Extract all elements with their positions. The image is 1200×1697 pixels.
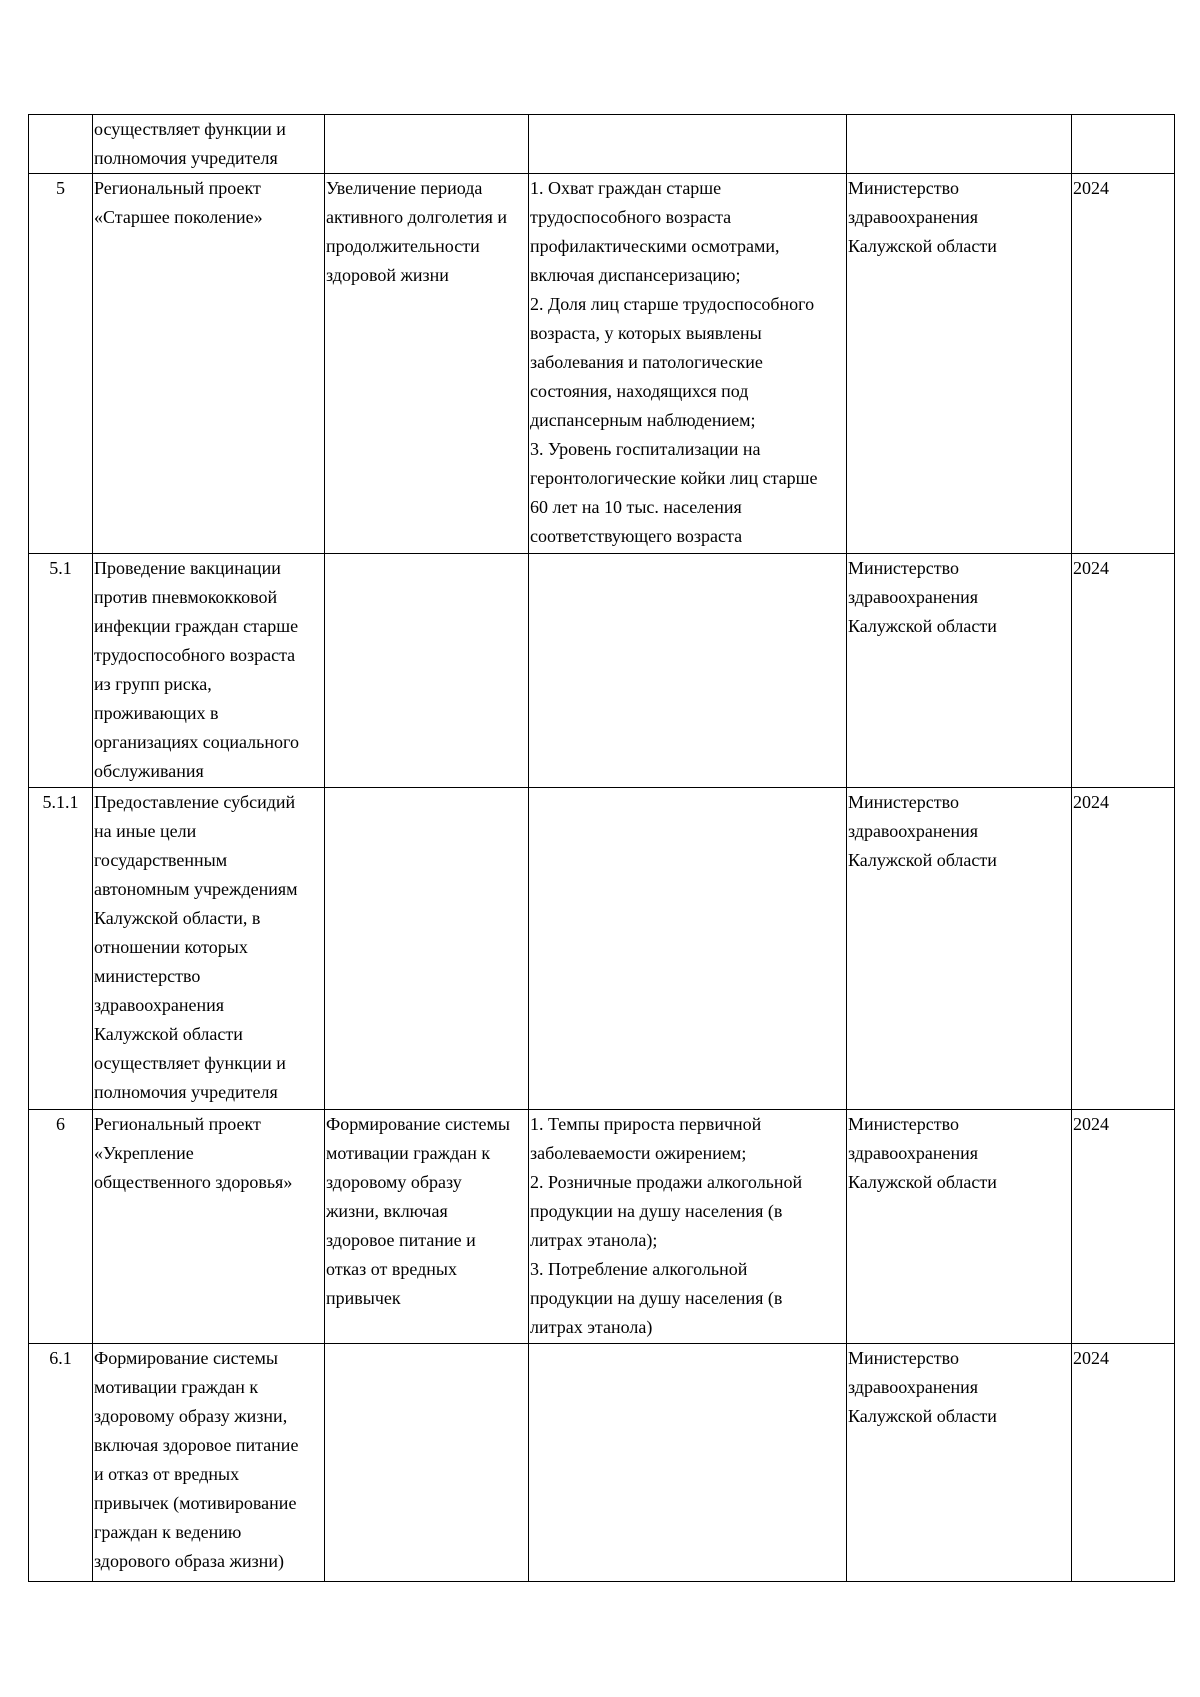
year-cell [1072, 554, 1175, 788]
year-cell [1072, 1344, 1175, 1582]
row-number [29, 554, 93, 788]
indicators-cell [529, 1344, 847, 1582]
measure-name-cell-text: Региональный проект «Старшее поколение» [94, 178, 263, 227]
year-cell-text: 2024 [1073, 1114, 1109, 1134]
responsible-cell [847, 115, 1072, 174]
year-cell [1072, 174, 1175, 554]
year-cell-text: 2024 [1073, 792, 1109, 812]
year-cell-text: 2024 [1073, 1348, 1109, 1368]
row-number [29, 1110, 93, 1344]
table-row [29, 554, 1175, 788]
responsible-cell [847, 174, 1072, 554]
table-row [29, 1110, 1175, 1344]
responsible-cell [847, 788, 1072, 1110]
year-cell-text: 2024 [1073, 178, 1109, 198]
table-row [29, 115, 1175, 174]
table-row [29, 788, 1175, 1110]
responsible-cell [847, 1344, 1072, 1582]
responsible-cell-text: Министерство здравоохранения Калужской области [848, 178, 997, 256]
goal-cell [325, 1110, 529, 1344]
measure-name-cell-text: Региональный проект «Укрепление общественного здоровья» [94, 1114, 293, 1192]
measure-name-cell-text: Проведение вакцинации против пневмококковой инфекции граждан старше трудоспособного возраста из групп риска, проживающих в организациях социального обслуживания [94, 558, 299, 781]
goal-cell [325, 115, 529, 174]
indicators-cell-text: 1. Охват граждан старше трудоспособного возраста профилактическими осмотрами, включая диспансеризацию; 2. Доля лиц старше трудоспособного возраста, у которых выявлены заболевания и патологические состояния, находящихся под диспансерным наблюдением; 3. Уровень госпитализации на геронтологические койки лиц старше 60 лет на 10 тыс. населения соответствующего возраста [530, 178, 818, 546]
goal-cell [325, 174, 529, 554]
row-number [29, 115, 93, 174]
measure-name-cell-text: Предоставление субсидий на иные цели государственным автономным учреждениям Калужской области, в отношении которых министерство здравоохранения Калужской области осуществляет функции и полномочия учредителя [94, 792, 298, 1102]
responsible-cell-text: Министерство здравоохранения Калужской области [848, 1348, 997, 1426]
indicators-cell [529, 1110, 847, 1344]
table-row [29, 174, 1175, 554]
measure-name-cell [93, 174, 325, 554]
indicators-cell [529, 554, 847, 788]
year-cell-text: 2024 [1073, 558, 1109, 578]
measure-name-cell [93, 788, 325, 1110]
indicators-cell-text: 1. Темпы прироста первичной заболеваемости ожирением; 2. Розничные продажи алкогольной продукции на душу населения (в литрах этанола); 3. Потребление алкогольной продукции на душу населения (в литрах этанола) [530, 1114, 803, 1337]
measure-name-cell-text: Формирование системы мотивации граждан к здоровому образу жизни, включая здоровое питание и отказ от вредных привычек (мотивирование граждан к ведению здорового образа жизни) [94, 1348, 299, 1571]
measure-name-cell [93, 115, 325, 174]
row-number [29, 788, 93, 1110]
responsible-cell [847, 1110, 1072, 1344]
responsible-cell-text: Министерство здравоохранения Калужской области [848, 1114, 997, 1192]
row-number [29, 1344, 93, 1582]
year-cell [1072, 115, 1175, 174]
goal-cell-text: Увеличение периода активного долголетия и продолжительности здоровой жизни [326, 178, 508, 285]
row-number-text: 6 [56, 1114, 65, 1134]
measure-name-cell [93, 1110, 325, 1344]
goal-cell [325, 554, 529, 788]
table-row [29, 1344, 1175, 1582]
measure-name-cell [93, 1344, 325, 1582]
responsible-cell-text: Министерство здравоохранения Калужской области [848, 792, 997, 870]
indicators-cell [529, 788, 847, 1110]
table-body [29, 115, 1175, 1582]
goal-cell [325, 788, 529, 1110]
row-number-text: 5.1.1 [42, 792, 79, 812]
measure-name-cell [93, 554, 325, 788]
responsible-cell-text: Министерство здравоохранения Калужской области [848, 558, 997, 636]
row-number [29, 174, 93, 554]
row-number-text: 5 [56, 178, 65, 198]
indicators-cell [529, 174, 847, 554]
row-number-text: 6.1 [49, 1348, 72, 1368]
goal-cell-text: Формирование системы мотивации граждан к здоровому образу жизни, включая здоровое питание и отказ от вредных привычек [326, 1114, 510, 1308]
year-cell [1072, 1110, 1175, 1344]
indicators-cell [529, 115, 847, 174]
goal-cell [325, 1344, 529, 1582]
responsible-cell [847, 554, 1072, 788]
year-cell [1072, 788, 1175, 1110]
row-number-text: 5.1 [49, 558, 72, 578]
measure-name-cell-text: осуществляет функции и полномочия учредителя [94, 119, 286, 168]
measures-table [28, 114, 1175, 1582]
